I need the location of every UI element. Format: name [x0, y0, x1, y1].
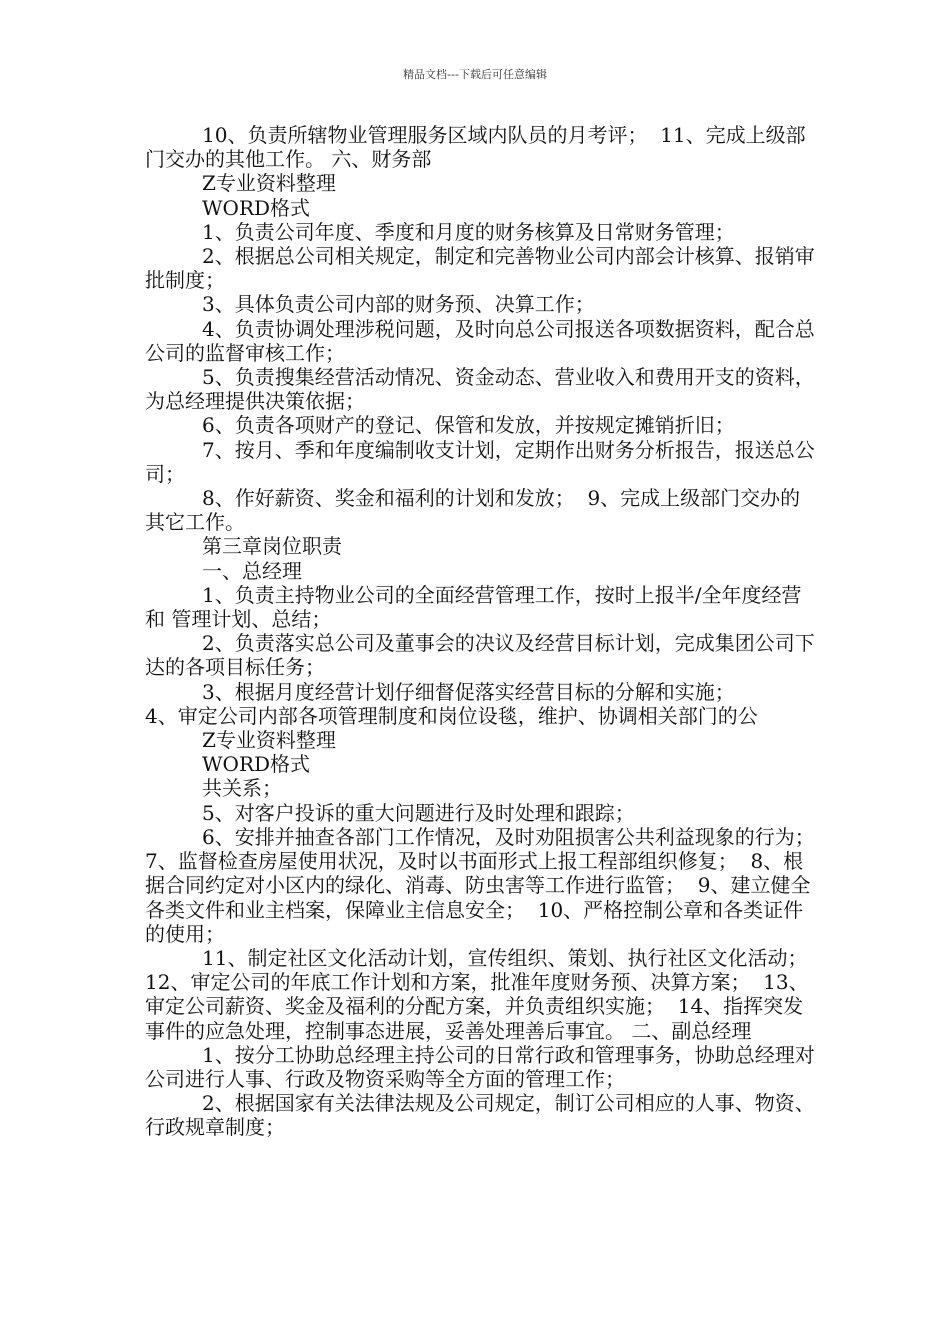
paragraph: 1、按分工协助总经理主持公司的日常行政和管理事务，协助总经理对 公司进行人事、行政及物资采购等全方面的管理工作；: [145, 1042, 822, 1091]
document-body: [145, 123, 828, 1140]
page-header: 精品文档---下载后可任意编辑: [403, 68, 547, 81]
paragraph: 3、具体负责公司内部的财务预、决算工作；: [202, 292, 595, 317]
paragraph: Z专业资料整理: [202, 728, 336, 753]
paragraph: WORD格式: [202, 752, 311, 777]
paragraph: 11、制定社区文化活动计划，宣传组织、策划、执行社区文化活动； 12、审定公司的年底工作计划和方案，批准年度财务预、决算方案； 13、审定公司薪资、奖金及福利的分配方案，并负责组织实施； 14、指挥突发事件的应急处理，控制事态进展，妥善处理善后事宜。 二、副总经理: [145, 945, 821, 1043]
chapter-heading: 第三章岗位职责: [202, 534, 342, 559]
section-heading: 一、总经理: [202, 558, 302, 583]
paragraph: 6、负责各项财产的登记、保管和发放，并按规定摊销折旧；: [202, 413, 735, 438]
paragraph: 1、负责公司年度、季度和月度的财务核算及日常财务管理；: [202, 219, 735, 244]
paragraph: 1、负责主持物业公司的全面经营管理工作，按时上报半/全年度经营和 管理计划、总结；: [145, 582, 802, 632]
paragraph: 3、根据月度经营计划仔细督促落实经营目标的分解和实施；: [202, 679, 735, 704]
paragraph: 8、作好薪资、奖金和福利的计划和发放； 9、完成上级部门交办的其它工作。: [145, 486, 801, 535]
paragraph: WORD格式: [202, 195, 311, 220]
paragraph: 7、按月、季和年度编制收支计划，定期作出财务分析报告，报送总公 司；: [145, 437, 822, 486]
paragraph: 2、根据总公司相关规定，制定和完善物业公司内部会计核算、报销审 批制度；: [145, 244, 822, 293]
paragraph: Z专业资料整理: [202, 171, 336, 196]
paragraph: 4、负责协调处理涉税问题，及时向总公司报送各项数据资料，配合总 公司的监督审核工作；: [145, 316, 822, 365]
paragraph: 4、审定公司内部各项管理制度和岗位设毯，维护、协调相关部门的公: [145, 703, 758, 728]
paragraph: 6、安排并抽查各部门工作情况，及时劝阻损害公共利益现象的行为； 7、监督检查房屋使用状况，及时以书面形式上报工程部组织修复； 8、根据合同约定对小区内的绿化、消毒、防虫害等工作进行监管； 9、建立健全各类文件和业主档案，保障业主信息安全； 10、严格控制公章和各类证件的使用；: [145, 824, 828, 946]
paragraph: 共关系；: [202, 776, 282, 801]
paragraph: 5、对客户投诉的重大问题进行及时处理和跟踪；: [202, 800, 635, 825]
paragraph: 5、负责搜集经营活动情况、资金动态、营业收入和费用开支的资料， 为总经理提供决策依据；: [145, 365, 828, 414]
paragraph: 2、负责落实总公司及董事会的决议及经营目标计划，完成集团公司下 达的各项目标任务；: [145, 631, 822, 680]
paragraph: 2、根据国家有关法律法规及公司规定，制订公司相应的人事、物资、行政规章制度；: [145, 1091, 815, 1140]
paragraph: 10、负责所辖物业管理服务区域内队员的月考评； 11、完成上级部门交办的其他工作。 六、财务部: [145, 123, 806, 172]
